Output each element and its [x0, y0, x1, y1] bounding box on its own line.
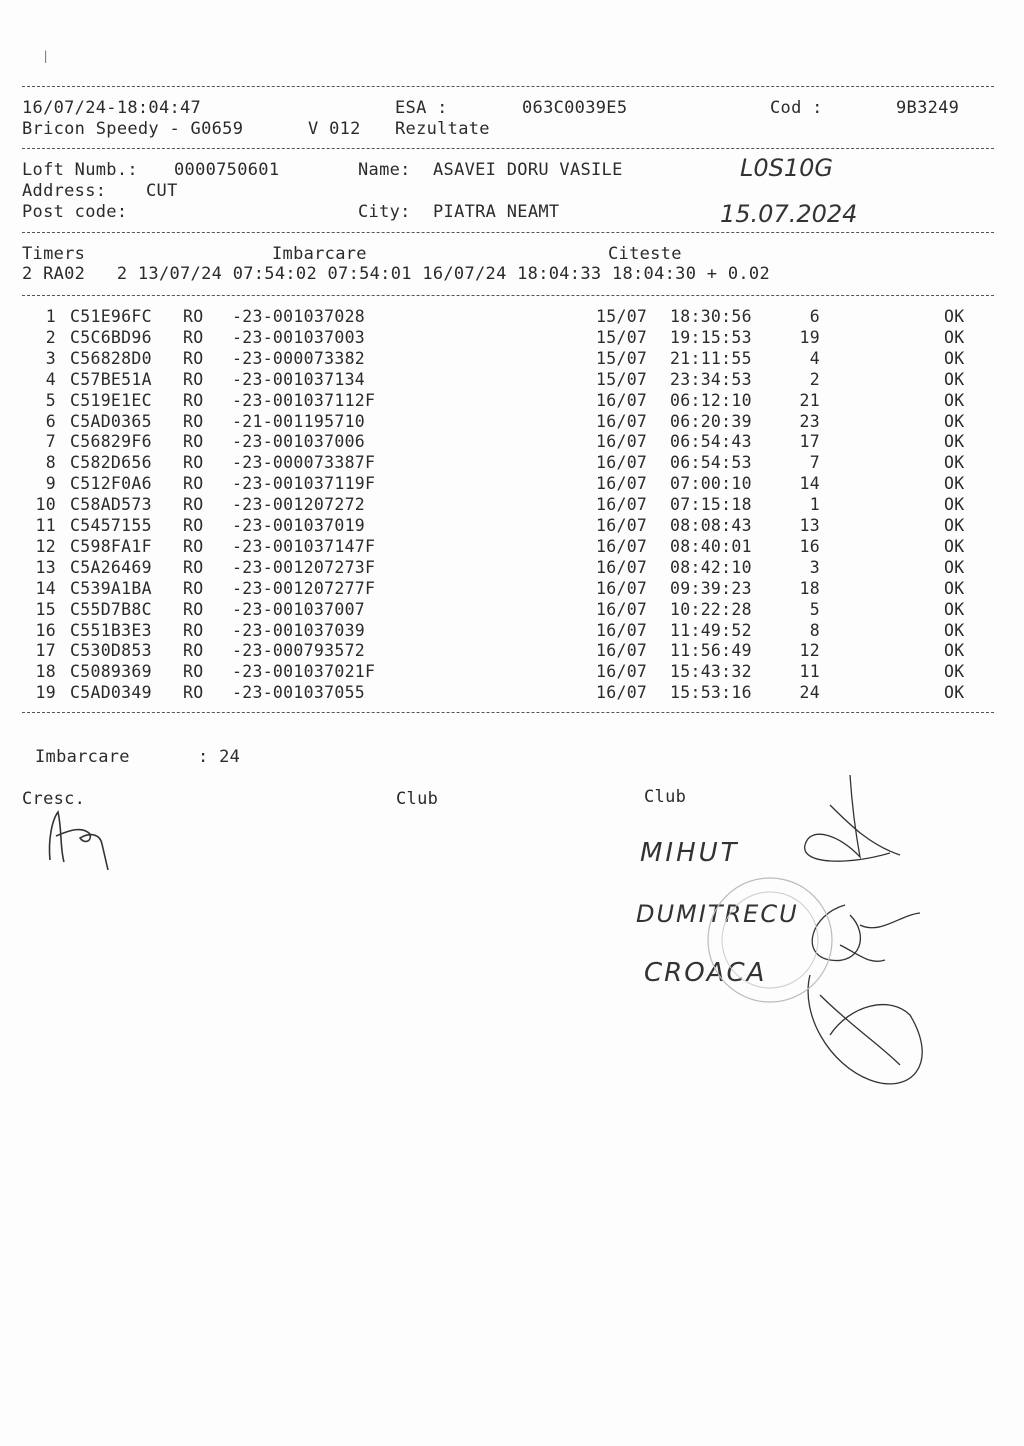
scan-mark: |	[42, 49, 50, 63]
cell-n: 17	[35, 641, 56, 661]
cell-status: OK	[944, 536, 965, 556]
cod-value: 9B3249	[896, 98, 960, 118]
cell-ring: -23-001207277F	[232, 578, 376, 598]
cell-time: 23:34:53	[670, 369, 752, 389]
cell-n: 10	[35, 495, 56, 515]
citeste-header: Citeste	[608, 244, 682, 264]
cell-ring: -23-001037147F	[232, 536, 376, 556]
cell-status: OK	[944, 432, 965, 452]
cell-cc: RO	[183, 369, 204, 389]
cell-time: 15:43:32	[670, 662, 752, 682]
cell-time: 06:12:10	[670, 390, 752, 410]
cell-status: OK	[944, 474, 965, 494]
cell-date: 16/07	[596, 641, 648, 661]
cell-date: 15/07	[596, 307, 648, 326]
divider	[22, 148, 994, 149]
cell-date: 16/07	[596, 411, 648, 431]
cell-date: 16/07	[596, 453, 648, 473]
cell-time: 07:00:10	[670, 474, 752, 494]
cell-chip: C582D656	[70, 453, 152, 473]
cell-date: 16/07	[596, 474, 648, 494]
cell-time: 19:15:53	[670, 327, 752, 347]
divider	[22, 232, 994, 233]
cell-time: 08:08:43	[670, 516, 752, 535]
divider	[22, 86, 994, 87]
loft-number: 0000750601	[174, 160, 280, 180]
cell-cc: RO	[183, 536, 204, 556]
cell-cc: RO	[183, 516, 204, 535]
cell-cc: RO	[183, 683, 204, 703]
cell-status: OK	[944, 369, 965, 389]
cell-date: 16/07	[596, 620, 648, 640]
cell-chip: C55D7B8C	[70, 599, 152, 619]
cell-ring: -23-001207272	[232, 495, 366, 515]
cell-cc: RO	[183, 578, 204, 598]
cell-ring: -23-001037028	[232, 307, 366, 326]
cell-time: 06:54:43	[670, 432, 752, 452]
cell-n: 15	[35, 599, 56, 619]
cell-date: 16/07	[596, 683, 648, 703]
cell-n: 5	[45, 390, 56, 410]
cell-cc: RO	[183, 327, 204, 347]
divider	[22, 712, 994, 713]
cell-date: 16/07	[596, 495, 648, 515]
cell-n: 12	[35, 536, 56, 556]
cell-chip: C5A26469	[70, 557, 152, 577]
cell-chip: C598FA1F	[70, 536, 152, 556]
cell-status: OK	[944, 411, 965, 431]
cell-place: 2	[809, 369, 820, 389]
cell-status: OK	[944, 390, 965, 410]
breeder-signature	[30, 800, 120, 880]
club-stamp	[700, 870, 840, 1010]
city-value: PIATRA NEAMT	[433, 202, 560, 222]
cell-chip: C551B3E3	[70, 620, 152, 640]
cell-cc: RO	[183, 599, 204, 619]
cell-place: 8	[809, 620, 820, 640]
cell-place: 14	[799, 474, 820, 494]
device-name: Bricon Speedy - G0659	[22, 119, 244, 139]
cell-cc: RO	[183, 557, 204, 577]
imbarcare-header: Imbarcare	[272, 244, 367, 264]
name-label: Name:	[358, 160, 411, 180]
cell-cc: RO	[183, 662, 204, 682]
cell-status: OK	[944, 348, 965, 368]
cell-n: 7	[45, 432, 56, 452]
cell-status: OK	[944, 599, 965, 619]
cell-ring: -23-000793572	[232, 641, 366, 661]
cell-n: 8	[45, 453, 56, 473]
handwritten-name-1: MIHUT	[640, 838, 740, 868]
cell-time: 07:15:18	[670, 495, 752, 515]
cell-place: 1	[809, 495, 820, 515]
cell-n: 18	[35, 662, 56, 682]
cell-ring: -23-001207273F	[232, 557, 376, 577]
cell-time: 15:53:16	[670, 683, 752, 703]
cell-date: 16/07	[596, 599, 648, 619]
handwritten-code: L0S10G	[740, 154, 834, 182]
cell-place: 11	[799, 662, 820, 682]
cell-cc: RO	[183, 474, 204, 494]
cell-date: 15/07	[596, 369, 648, 389]
cell-n: 4	[45, 369, 56, 389]
cell-ring: -23-001037055	[232, 683, 366, 703]
cell-chip: C519E1EC	[70, 390, 152, 410]
cell-place: 6	[809, 307, 820, 326]
cell-date: 16/07	[596, 432, 648, 452]
cell-date: 16/07	[596, 662, 648, 682]
cell-status: OK	[944, 620, 965, 640]
cell-place: 18	[799, 578, 820, 598]
cell-cc: RO	[183, 348, 204, 368]
cell-n: 16	[35, 620, 56, 640]
timers-label: Timers	[22, 244, 86, 264]
cell-ring: -23-001037007	[232, 599, 366, 619]
cell-time: 10:22:28	[670, 599, 752, 619]
cell-ring: -23-000073387F	[232, 453, 376, 473]
handwritten-date: 15.07.2024	[720, 200, 858, 228]
city-label: City:	[358, 202, 411, 222]
cell-ring: -23-001037021F	[232, 662, 376, 682]
cell-chip: C5089369	[70, 662, 152, 682]
cell-chip: C530D853	[70, 641, 152, 661]
club-label-2: Club	[644, 787, 687, 807]
cell-status: OK	[944, 578, 965, 598]
cell-place: 12	[799, 641, 820, 661]
cell-date: 16/07	[596, 578, 648, 598]
loft-label: Loft Numb.:	[22, 160, 138, 180]
cell-status: OK	[944, 307, 965, 326]
post-code-label: Post code:	[22, 202, 128, 222]
esa-value: 063C0039E5	[522, 98, 628, 118]
cell-status: OK	[944, 495, 965, 515]
cell-date: 16/07	[596, 557, 648, 577]
cell-cc: RO	[183, 432, 204, 452]
cell-ring: -23-001037039	[232, 620, 366, 640]
cell-chip: C539A1BA	[70, 578, 152, 598]
cell-date: 16/07	[596, 516, 648, 535]
cell-status: OK	[944, 662, 965, 682]
cell-ring: -23-001037119F	[232, 474, 376, 494]
device-version: V 012	[308, 119, 361, 139]
cell-n: 1	[45, 307, 56, 326]
cell-status: OK	[944, 683, 965, 703]
cell-time: 11:56:49	[670, 641, 752, 661]
cell-ring: -23-000073382	[232, 348, 366, 368]
report-mode: Rezultate	[395, 119, 490, 139]
divider	[22, 295, 994, 296]
cell-time: 08:42:10	[670, 557, 752, 577]
cell-time: 06:54:53	[670, 453, 752, 473]
cell-place: 24	[799, 683, 820, 703]
cell-place: 5	[809, 599, 820, 619]
cell-ring: -23-001037134	[232, 369, 366, 389]
address-value: CUT	[146, 181, 178, 201]
cell-place: 17	[799, 432, 820, 452]
cod-label: Cod :	[770, 98, 823, 118]
summary-imbarcare-value: : 24	[198, 747, 241, 767]
address-label: Address:	[22, 181, 107, 201]
cell-n: 3	[45, 348, 56, 368]
summary-imbarcare-label: Imbarcare	[35, 747, 130, 767]
timers-line: 2 RA02 2 13/07/24 07:54:02 07:54:01 16/07/24 18:04:33 18:04:30 + 0.02	[22, 264, 770, 284]
esa-label: ESA :	[395, 98, 448, 118]
cell-chip: C56829F6	[70, 432, 152, 452]
handwritten-name-2: DUMITRECU	[636, 900, 799, 928]
cell-time: 21:11:55	[670, 348, 752, 368]
cell-ring: -21-001195710	[232, 411, 366, 431]
cell-ring: -23-001037003	[232, 327, 366, 347]
cell-n: 13	[35, 557, 56, 577]
cell-ring: -23-001037019	[232, 516, 366, 535]
cell-date: 16/07	[596, 536, 648, 556]
cell-n: 9	[45, 474, 56, 494]
cell-chip: C58AD573	[70, 495, 152, 515]
print-datetime: 16/07/24-18:04:47	[22, 98, 202, 118]
cell-chip: C56828D0	[70, 348, 152, 368]
cell-place: 3	[809, 557, 820, 577]
club-label-1: Club	[396, 789, 439, 809]
cell-cc: RO	[183, 390, 204, 410]
cell-place: 21	[799, 390, 820, 410]
cell-chip: C5457155	[70, 516, 152, 535]
cell-chip: C5C6BD96	[70, 327, 152, 347]
cell-chip: C5AD0349	[70, 683, 152, 703]
cell-date: 16/07	[596, 390, 648, 410]
cell-date: 15/07	[596, 348, 648, 368]
cell-ring: -23-001037006	[232, 432, 366, 452]
cresc-label: Cresc.	[22, 789, 86, 809]
cell-date: 15/07	[596, 327, 648, 347]
cell-ring: -23-001037112F	[232, 390, 376, 410]
cell-time: 06:20:39	[670, 411, 752, 431]
cell-n: 19	[35, 683, 56, 703]
handwritten-name-3: CROACA	[644, 958, 767, 988]
cell-cc: RO	[183, 620, 204, 640]
cell-status: OK	[944, 641, 965, 661]
cell-status: OK	[944, 453, 965, 473]
cell-time: 08:40:01	[670, 536, 752, 556]
cell-place: 13	[799, 516, 820, 535]
cell-time: 11:49:52	[670, 620, 752, 640]
cell-place: 19	[799, 327, 820, 347]
cell-cc: RO	[183, 307, 204, 326]
cell-cc: RO	[183, 453, 204, 473]
cell-place: 16	[799, 536, 820, 556]
cell-time: 09:39:23	[670, 578, 752, 598]
cell-n: 6	[45, 411, 56, 431]
cell-place: 23	[799, 411, 820, 431]
cell-chip: C5AD0365	[70, 411, 152, 431]
cell-n: 11	[35, 516, 56, 535]
cell-chip: C51E96FC	[70, 307, 152, 326]
cell-status: OK	[944, 557, 965, 577]
cell-n: 14	[35, 578, 56, 598]
cell-place: 7	[809, 453, 820, 473]
cell-status: OK	[944, 327, 965, 347]
cell-n: 2	[45, 327, 56, 347]
cell-chip: C512F0A6	[70, 474, 152, 494]
owner-name: ASAVEI DORU VASILE	[433, 160, 623, 180]
cell-cc: RO	[183, 495, 204, 515]
cell-chip: C57BE51A	[70, 369, 152, 389]
cell-status: OK	[944, 516, 965, 535]
cell-cc: RO	[183, 641, 204, 661]
cell-time: 18:30:56	[670, 307, 752, 326]
cell-cc: RO	[183, 411, 204, 431]
cell-place: 4	[809, 348, 820, 368]
